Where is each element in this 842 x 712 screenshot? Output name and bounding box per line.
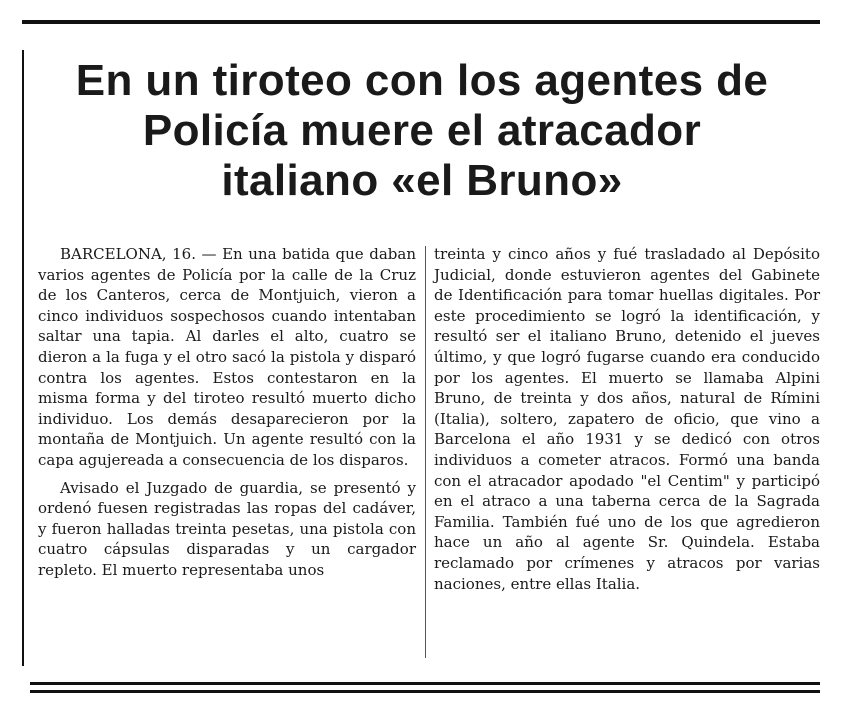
column-divider [425, 246, 426, 658]
headline-line-3: italiano «el Bruno» [221, 156, 623, 205]
bottom-rule-1 [30, 682, 820, 685]
headline-line-1: En un tiroteo con los agentes de [75, 56, 769, 105]
bottom-rule-2 [30, 690, 820, 693]
paragraph-dateline: BARCELONA, 16. — En una batida que daban varios agentes de Policía por la calle de la Cruz de los Canteros, cerca de Montjuich, vieron a cinco individuos sospechosos cuando intentaban saltar una tapia. Al darles el alto, cuatro se dieron a la fuga y el otro sacó la pistola y disparó contra los agentes. Estos contestaron en la misma forma y del tiroteo resultó muerto dicho individuo. Los demás desaparecieron por la montaña de Montjuich. Un agente resultó con la capa agujereada a consecuencia de los disparos. [38, 245, 416, 469]
article-column-right [434, 244, 820, 594]
paragraph-identificacion: treinta y cinco años y fué trasladado al Depósito Judicial, donde estuvieron agentes del Gabinete de Identificación para tomar huellas digitales. Por este procedimiento se logró la identificación, y resultó ser el italiano Bruno, detenido el jueves último, y que logró fugarse cuando era conducido por los agentes. El muerto se llamaba Alpini Bruno, de treinta y dos años, natural de Rímini (Italia), soltero, zapatero de oficio, que vino a Barcelona el año 1931 y se dedicó con otros individuos a cometer atracos. Formó una banda con el atracador apodado "el Centim" y participó en el atraco a una taberna cerca de la Sagrada Familia. También fué uno de los que agredieron hace un año al agente Sr. Quindela. Estaba reclamado por crímenes y atracos por varias naciones, entre ellas Italia. [434, 245, 820, 593]
paragraph-juzgado: Avisado el Juzgado de guardia, se presentó y ordenó fuesen registradas las ropas del cadáver, y fueron halladas treinta pesetas, una pistola con cuatro cápsulas disparadas y un cargador repleto. El muerto representaba unos [38, 478, 416, 579]
article-headline [24, 56, 820, 206]
top-rule [22, 20, 820, 24]
article-column-left [38, 244, 416, 581]
headline-line-2: Policía muere el atracador [142, 106, 702, 155]
